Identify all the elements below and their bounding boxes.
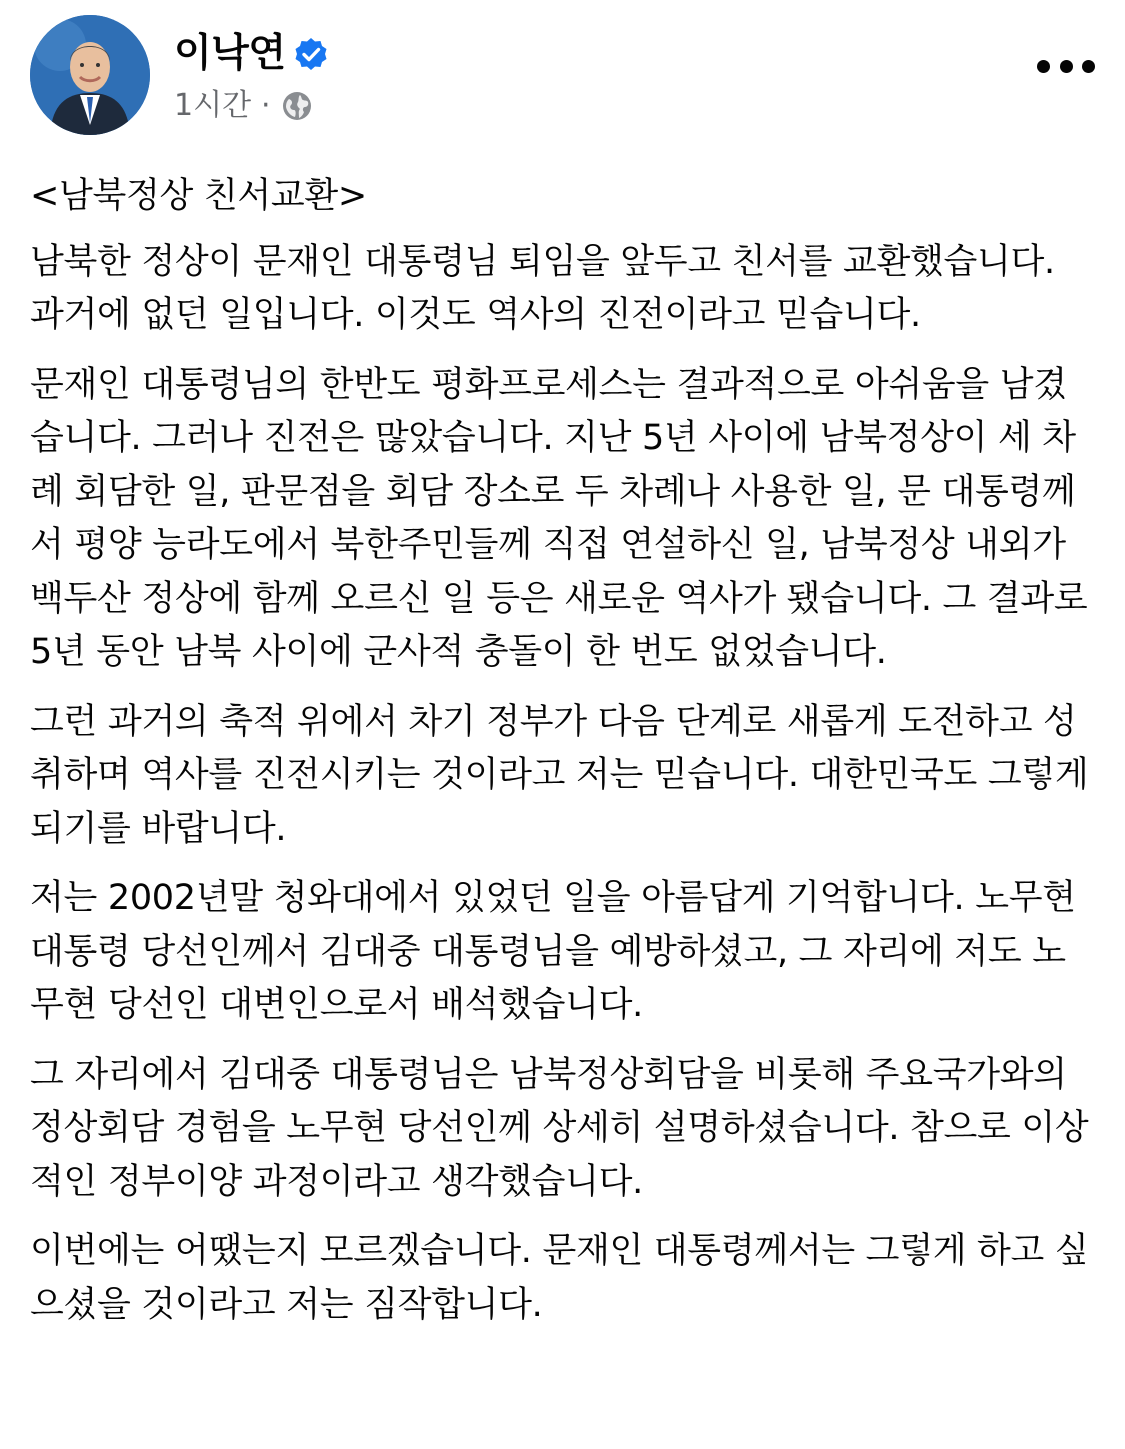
more-options-icon[interactable] — [1037, 46, 1095, 86]
more-dot — [1082, 60, 1095, 73]
author-name[interactable]: 이낙연 — [174, 31, 286, 76]
more-dot — [1060, 60, 1073, 73]
post-meta — [174, 86, 313, 126]
meta-separator: · — [261, 88, 271, 123]
post-paragraph: 그 자리에서 김대중 대통령님은 남북정상회담을 비롯해 주요국가와의 정상회담 경험을 노무현 당선인께 상세히 설명하셨습니다. 참으로 이상적인 정부이양 과정이라고 생각했습니다. — [30, 1054, 1089, 1202]
verified-badge-icon — [294, 37, 328, 71]
avatar[interactable] — [30, 15, 150, 135]
post-header — [0, 0, 1125, 150]
post-paragraph: 문재인 대통령님의 한반도 평화프로세스는 결과적으로 아쉬움을 남겼습니다. 그러나 진전은 많았습니다. 지난 5년 사이에 남북정상이 세 차례 회담한 일, 판문점을 회담 장소로 두 차례나 사용한 일, 문 대통령께서 평양 능라도에서 북한주민들께 직접 연설하신 일, 남북정상 내외가 백두산 정상에 함께 오르신 일 등은 새로운 역사가 됐습니다. 그 결과로 5년 동안 남북 사이에 군사적 충돌이 한 번도 없었습니다. — [30, 364, 1088, 672]
globe-icon[interactable] — [281, 90, 313, 122]
post-paragraph: 이번에는 어땠는지 모르겠습니다. 문재인 대통령께서는 그렇게 하고 싶으셨을 것이라고 저는 짐작합니다. — [30, 1231, 1089, 1325]
avatar-photo — [30, 15, 150, 135]
more-dot — [1037, 60, 1050, 73]
post-paragraph: 남북한 정상이 문재인 대통령님 퇴임을 앞두고 친서를 교환했습니다. 과거에 없던 일입니다. 이것도 역사의 진전이라고 믿습니다. — [30, 241, 1055, 335]
post-title: <남북정상 친서교환> — [30, 176, 367, 216]
author-link[interactable] — [174, 30, 328, 78]
post-paragraph: 그런 과거의 축적 위에서 차기 정부가 다음 단계로 새롭게 도전하고 성취하며 역사를 진전시키는 것이라고 저는 믿습니다. 대한민국도 그렇게 되기를 바랍니다. — [30, 701, 1089, 849]
post-body — [30, 170, 1095, 1348]
post-timestamp[interactable]: 1시간 — [174, 88, 252, 123]
post-paragraph: 저는 2002년말 청와대에서 있었던 일을 아름답게 기억합니다. 노무현 대통령 당선인께서 김대중 대통령님을 예방하셨고, 그 자리에 저도 노무현 당선인 대변인으로서 배석했습니다. — [30, 878, 1076, 1025]
